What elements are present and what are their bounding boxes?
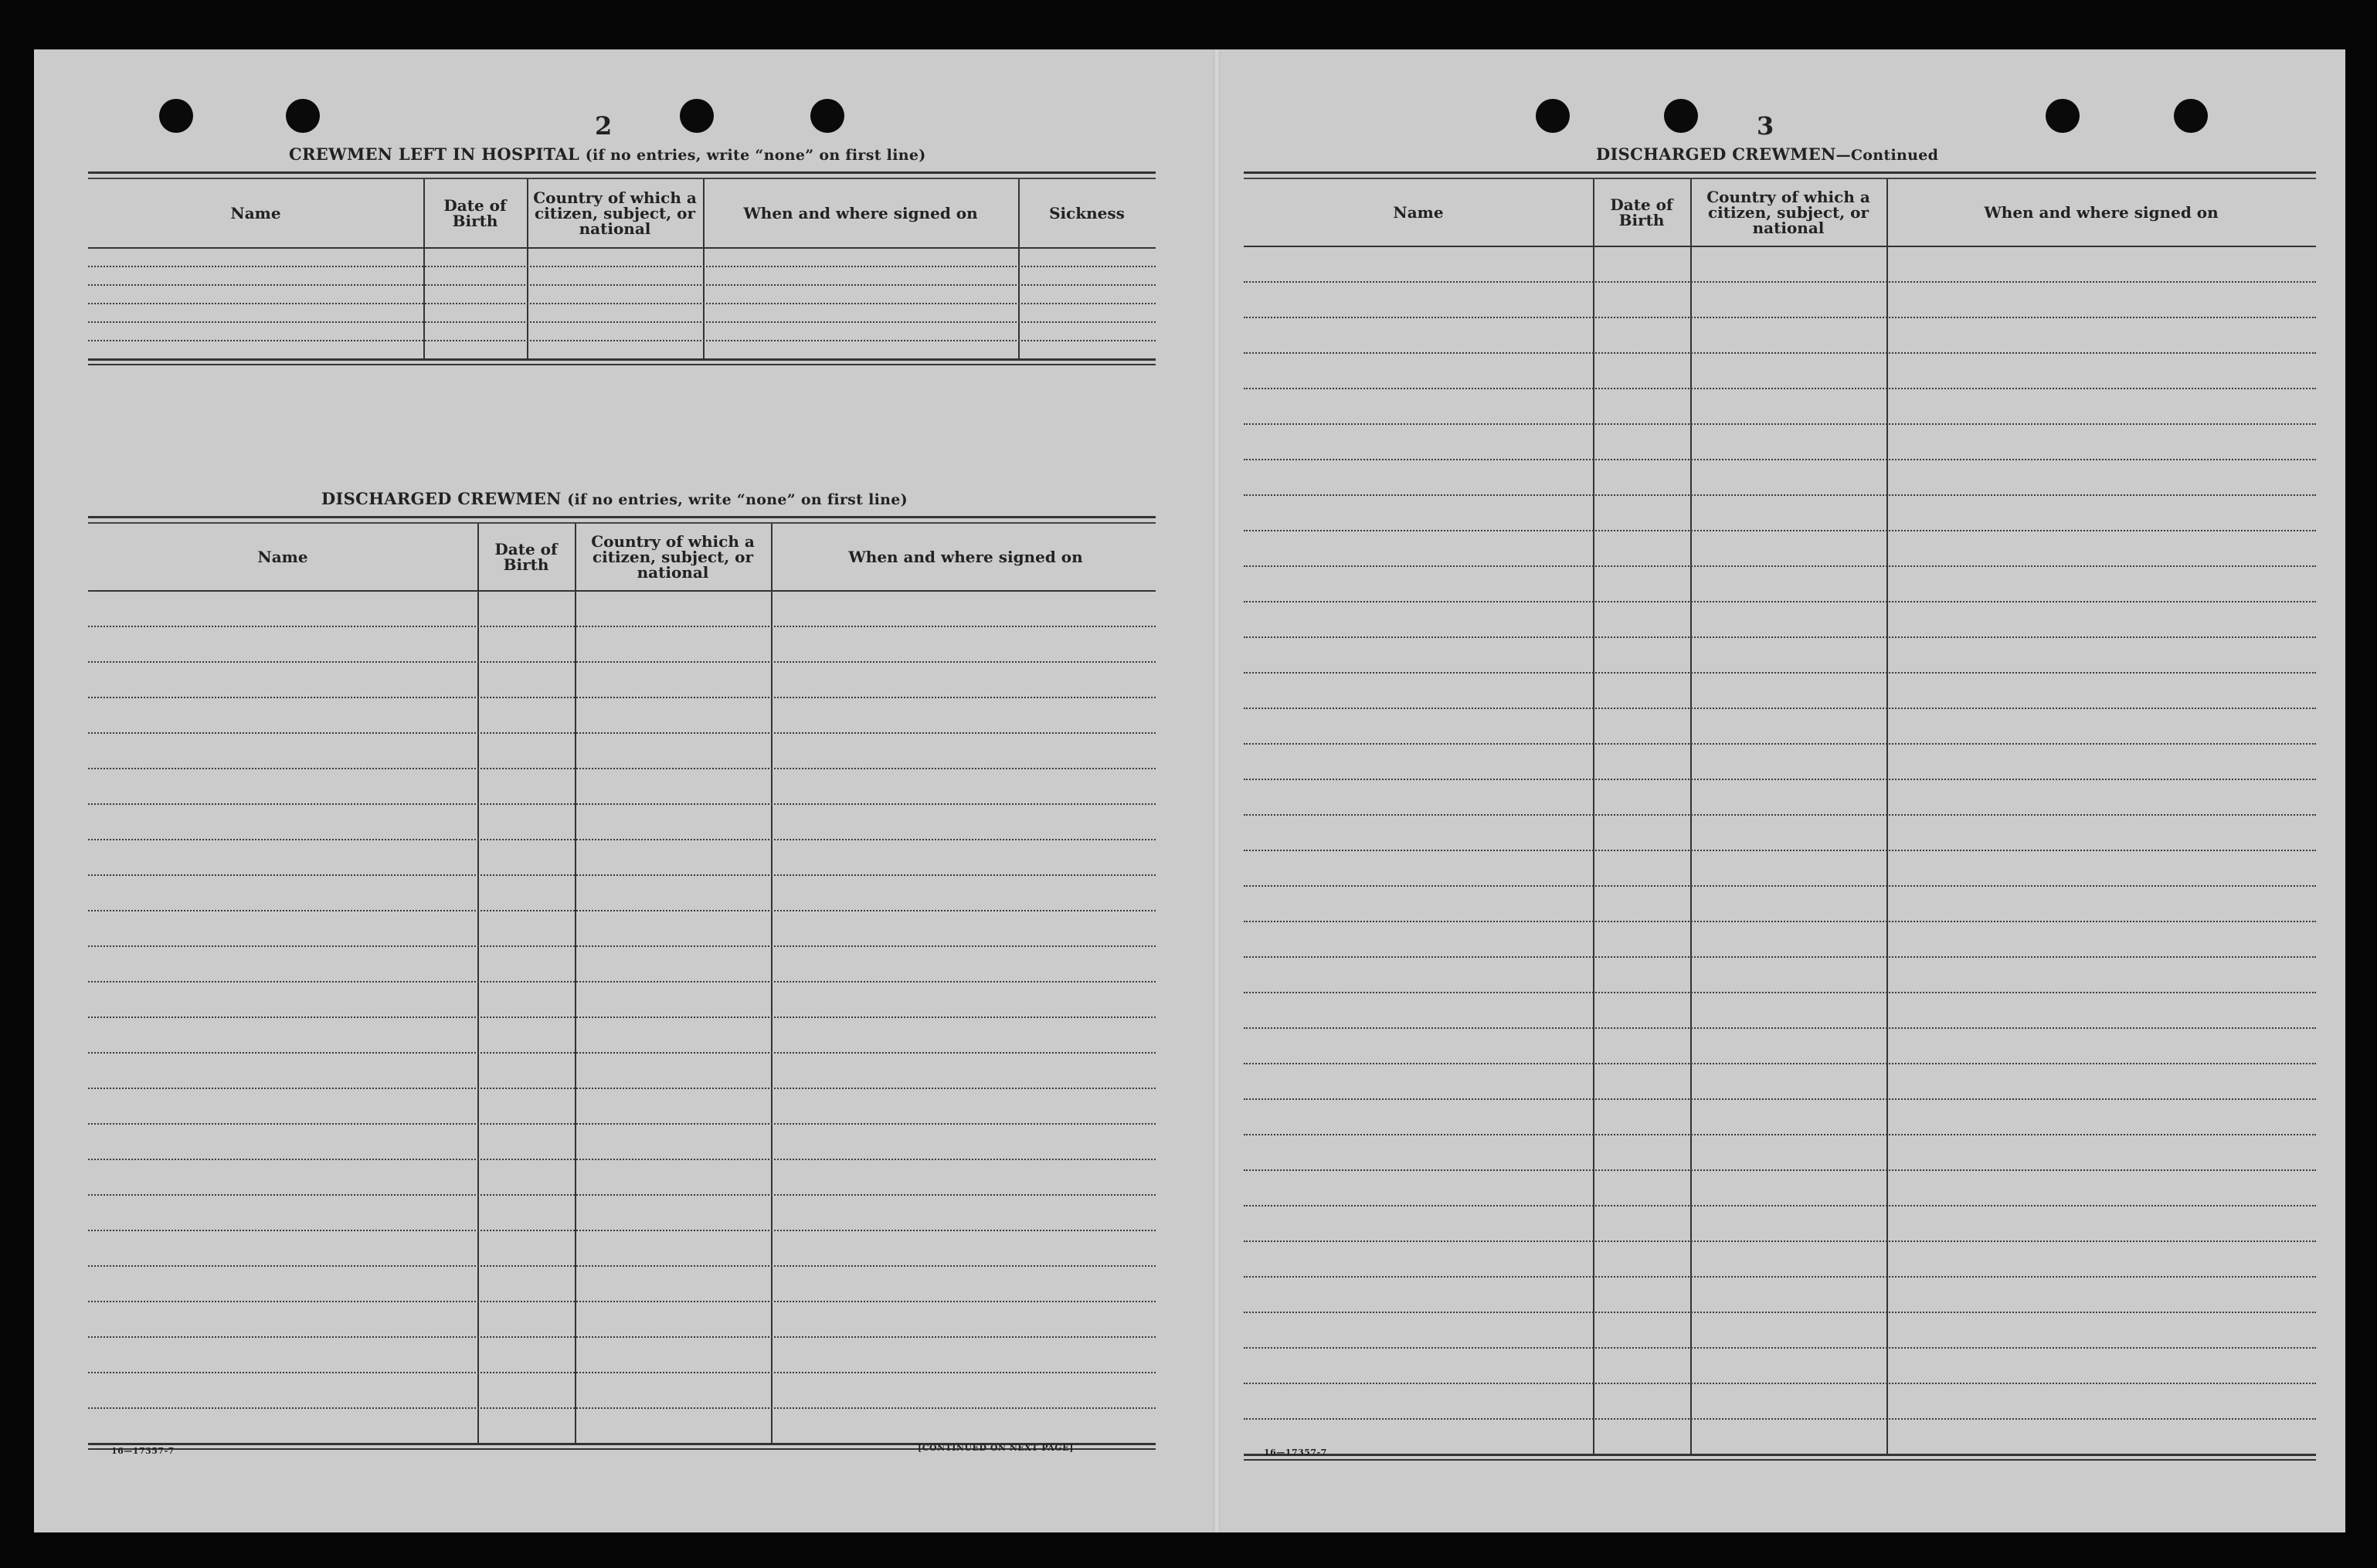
table-row	[88, 1407, 1156, 1409]
column-header: Date of Birth	[494, 540, 558, 574]
punch-hole	[2174, 99, 2208, 133]
hospital-table	[88, 171, 1156, 511]
hospital-title-note: (if no entries, write “none” on first line)	[585, 147, 926, 164]
column-header: Country of which a citizen, subject, or national	[533, 188, 697, 238]
form-number-left: 16—17357-7	[111, 1446, 175, 1456]
table-row	[88, 1265, 1156, 1267]
table-row	[1244, 814, 2316, 816]
table-row	[1244, 1134, 2316, 1135]
table-row	[88, 1159, 1156, 1160]
column-divider	[703, 179, 705, 358]
punch-hole	[2046, 99, 2080, 133]
discharged-continued-suffix: —Continued	[1835, 147, 1939, 164]
table-row	[1244, 708, 2316, 709]
table-row	[88, 1230, 1156, 1231]
table-row	[88, 1336, 1156, 1338]
column-header: Name	[230, 204, 281, 222]
column-divider	[1593, 179, 1594, 1454]
punch-hole	[1664, 99, 1698, 133]
table-row	[88, 768, 1156, 769]
header-underline	[1244, 246, 2316, 247]
table-row	[88, 1194, 1156, 1196]
table-top-rule	[88, 516, 1156, 518]
table-row	[88, 266, 1156, 267]
table-row	[1244, 885, 2316, 887]
header-underline	[88, 590, 1156, 592]
table-row	[1244, 1240, 2316, 1242]
continued-note: [CONTINUED ON NEXT PAGE]	[918, 1443, 1074, 1453]
table-row	[1244, 921, 2316, 922]
table-row	[1244, 601, 2316, 602]
form-number-right: 16—17357-7	[1264, 1448, 1327, 1458]
table-row	[1244, 1027, 2316, 1029]
discharged-title-note: (if no entries, write “none” on first line)	[567, 491, 908, 508]
hospital-title-text: CREWMEN LEFT IN HOSPITAL	[289, 144, 580, 164]
column-divider	[1690, 179, 1692, 1454]
table-row	[88, 839, 1156, 840]
table-row	[88, 626, 1156, 627]
table-row	[1244, 743, 2316, 745]
table-top-rule	[1244, 171, 2316, 174]
table-row	[88, 321, 1156, 323]
table-top-rule-2	[88, 522, 1156, 524]
header-underline	[88, 247, 1156, 249]
punch-hole	[680, 99, 714, 133]
table-row	[1244, 1383, 2316, 1384]
table-row	[88, 340, 1156, 341]
table-row	[1244, 423, 2316, 425]
discharged-title-text: DISCHARGED CREWMEN	[321, 489, 562, 508]
column-divider	[527, 179, 528, 358]
table-top-rule-2	[88, 178, 1156, 179]
column-header: Sickness	[1049, 204, 1125, 222]
table-row	[88, 1372, 1156, 1373]
table-row	[1244, 317, 2316, 318]
discharged-continued-text: DISCHARGED CREWMEN	[1596, 144, 1836, 164]
table-row	[88, 874, 1156, 876]
table-bottom-rule	[88, 358, 1156, 361]
table-row	[1244, 850, 2316, 851]
table-row	[88, 697, 1156, 698]
discharged-table	[88, 516, 1156, 1486]
table-row	[1244, 636, 2316, 638]
discharged-continued-title	[1596, 144, 1938, 164]
table-top-rule	[88, 171, 1156, 174]
discharged-section-title	[321, 489, 908, 508]
punch-hole	[810, 99, 844, 133]
table-top-rule-2	[1244, 178, 2316, 179]
table-row	[88, 803, 1156, 805]
column-divider	[1886, 179, 1888, 1454]
table-row	[88, 732, 1156, 734]
table-bottom-rule-2	[88, 364, 1156, 365]
table-row	[88, 1052, 1156, 1054]
punch-hole	[159, 99, 193, 133]
column-header: Name	[257, 548, 308, 566]
table-row	[1244, 1418, 2316, 1420]
table-row	[88, 1088, 1156, 1089]
table-row	[1244, 992, 2316, 993]
table-row	[1244, 1169, 2316, 1171]
column-header: Date of Birth	[443, 196, 507, 230]
table-row	[88, 1123, 1156, 1125]
table-row	[1244, 1312, 2316, 1313]
form-sheet	[34, 49, 2345, 1532]
table-row	[1244, 1098, 2316, 1100]
table-row	[1244, 281, 2316, 283]
column-divider	[1018, 179, 1020, 358]
table-bottom-rule-2	[1244, 1459, 2316, 1461]
table-row	[1244, 494, 2316, 496]
table-row	[88, 1016, 1156, 1018]
punch-hole	[1536, 99, 1570, 133]
punch-hole	[286, 99, 320, 133]
table-row	[88, 284, 1156, 286]
table-row	[1244, 565, 2316, 567]
hospital-section-title	[289, 144, 926, 164]
column-header: Country of which a citizen, subject, or national	[591, 532, 755, 582]
column-header: Country of which a citizen, subject, or national	[1706, 188, 1870, 237]
table-row	[1244, 672, 2316, 674]
discharged-continued-table	[1244, 171, 2316, 1485]
column-header: When and where signed on	[1984, 203, 2219, 222]
table-bottom-rule	[1244, 1454, 2316, 1456]
table-row	[88, 945, 1156, 947]
table-row	[1244, 530, 2316, 531]
table-row	[1244, 352, 2316, 354]
table-row	[1244, 388, 2316, 389]
table-row	[88, 1301, 1156, 1302]
table-row	[1244, 1205, 2316, 1207]
column-header: Date of Birth	[1610, 195, 1673, 229]
table-row	[1244, 1063, 2316, 1064]
page-number-right: 3	[1757, 111, 1774, 141]
table-row	[88, 910, 1156, 911]
table-row	[88, 303, 1156, 304]
table-row	[88, 981, 1156, 983]
column-header: Name	[1393, 203, 1444, 222]
column-header: When and where signed on	[743, 204, 978, 222]
table-row	[1244, 1276, 2316, 1278]
center-fold	[1213, 49, 1221, 1532]
table-row	[1244, 1347, 2316, 1349]
table-row	[88, 661, 1156, 663]
table-row	[1244, 459, 2316, 460]
column-header: When and where signed on	[848, 548, 1083, 566]
column-divider	[423, 179, 425, 358]
table-row	[1244, 956, 2316, 958]
table-row	[1244, 779, 2316, 780]
page-number-left: 2	[595, 111, 613, 141]
